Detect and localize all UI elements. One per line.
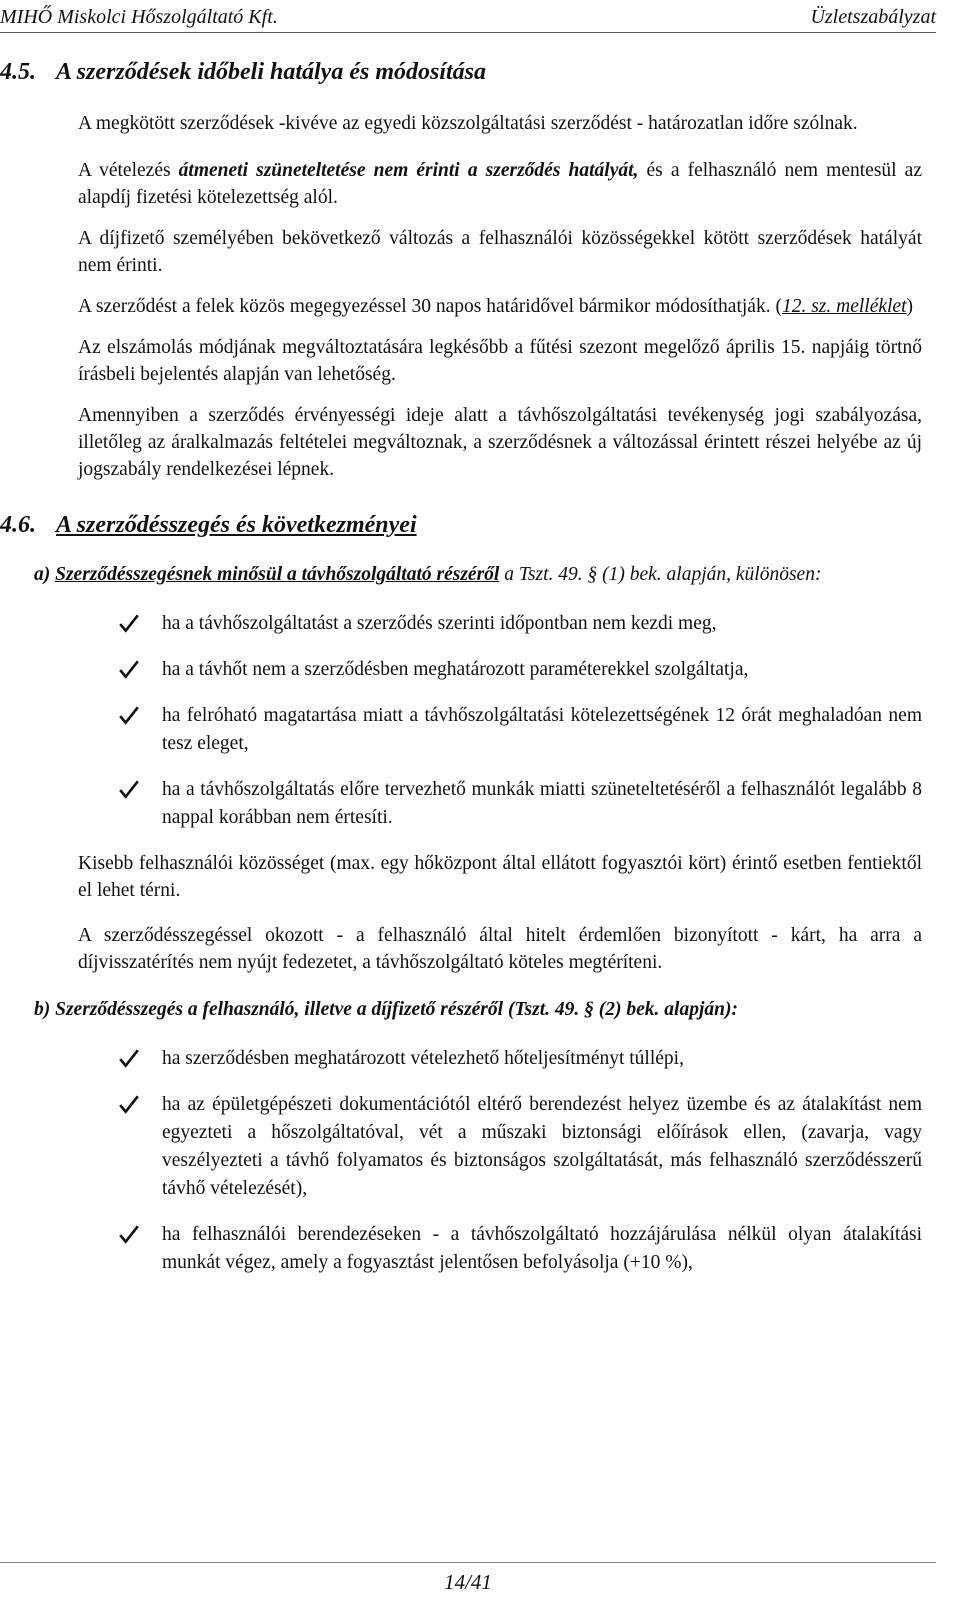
checkmark-icon [118, 612, 140, 634]
subsection-a-rest: a Tszt. 49. § (1) bek. alapján, különösen: [499, 564, 822, 585]
page-number: 14/41 [444, 1570, 492, 1594]
checkmark-icon [118, 778, 140, 800]
paragraph-regulation-change: Amennyiben a szerződés érvényességi ideje alatt a távhőszolgáltatási tevékenység jogi szabályozása, illetőleg az áralkalmazás feltételei megváltoznak, a szerződésnek a változással érintett részei helyébe az új jogszabály rendelkezései lépnek. [78, 405, 922, 480]
section-number: 4.6. [0, 512, 36, 538]
subsection-a: a) Szerződésszegésnek minősül a távhőszolgáltató részéről a Tszt. 49. § (1) bek. alapján, különösen: [34, 564, 822, 585]
paragraph-small-community: Kisebb felhasználói közösséget (max. egy hőközpont által ellátott fogyasztói kört) érintő esetben fentiektől el lehet térni. [78, 853, 922, 901]
paragraph-payer-change: A díjfizető személyében bekövetkező változás a felhasználói közösségekkel kötött szerződések hatályát nem érinti. [78, 228, 922, 276]
page-content [0, 56, 936, 1277]
paragraph-damages: A szerződésszegéssel okozott - a felhasználó által hitelt érdemlően bizonyított - kárt, ha arra a díjvisszatérítés nem nyújt fedezetet, a távhőszolgáltató köteles megtéríteni. [78, 925, 922, 973]
annex-reference: 12. sz. melléklet [781, 296, 907, 317]
list-item: ha felróható magatartása miatt a távhőszolgáltatási kötelezettségének 12 órát meghaladóan nem tesz eleget, [162, 702, 922, 758]
header-doc-title: Üzletszabályzat [810, 6, 936, 28]
paragraph-modification: A szerződést a felek közös megegyezéssel 30 napos határidővel bármikor módosíthatják. (12. sz. melléklet) [78, 296, 914, 317]
section-4-5-heading [0, 56, 936, 88]
consumer-breach-list [0, 1045, 936, 1277]
paragraph-billing-change: Az elszámolás módjának megváltoztatására legkésőbb a fűtési szezont megelőző április 15. napjáig törtnő írásbeli bejelentés alapján van lehetőség. [78, 337, 922, 385]
checkmark-icon [118, 1093, 140, 1115]
list-item: ha a távhőszolgáltatás előre tervezhető munkák miatti szüneteltetéséről a felhasználót legalább 8 nappal korábban nem értesíti. [162, 776, 922, 832]
checkmark-icon [118, 1047, 140, 1069]
list-item: ha a távhőt nem a szerződésben meghatározott paraméterekkel szolgáltatja, [162, 656, 922, 684]
footer-divider [0, 1562, 936, 1563]
checkmark-icon [118, 704, 140, 726]
checkmark-icon [118, 1223, 140, 1245]
header-company: MIHŐ Miskolci Hőszolgáltató Kft. [0, 6, 278, 28]
checkmark-icon [118, 658, 140, 680]
list-item: ha szerződésben meghatározott vételezhető hőteljesítményt túllépi, [162, 1045, 922, 1073]
section-title: A szerződések időbeli hatálya és módosítása [56, 59, 487, 85]
paragraph-duration: A megkötött szerződések -kivéve az egyedi közszolgáltatási szerződést - határozatlan időre szólnak. [78, 113, 858, 134]
page-header [0, 6, 936, 33]
provider-breach-list [0, 610, 936, 832]
list-item: ha a távhőszolgáltatást a szerződés szerinti időpontban nem kezdi meg, [162, 610, 922, 638]
section-title: A szerződésszegés és következményei [56, 512, 417, 538]
list-item: ha felhasználói berendezéseken - a távhőszolgáltató hozzájárulása nélkül olyan átalakítási munkát végez, amely a fogyasztást jelentősen befolyásolja (+10 %), [162, 1221, 922, 1277]
subsection-b: b) Szerződésszegés a felhasználó, illetve a díjfizető részéről (Tszt. 49. § (2) bek. alapján): [34, 999, 738, 1020]
section-number: 4.5. [0, 59, 36, 85]
page-footer [0, 1570, 936, 1595]
emphasis-suspension: átmeneti szüneteltetése nem érinti a szerződés hatályát, [178, 160, 639, 181]
subsection-b-title: Szerződésszegés a felhasználó, illetve a díjfizető részéről (Tszt. 49. § (2) bek. alapján): [55, 999, 738, 1020]
list-item: ha az épületgépészeti dokumentációtól eltérő berendezést helyez üzembe és az átalakítást nem egyezteti a hőszolgáltatóval, vét a műszaki biztonsági előírások ellen, (zavarja, vagy veszélyezteti a távhő folyamatos és biztonságos szolgáltatását, más felhasználó szerződésszerű távhő vételezését), [162, 1091, 922, 1203]
section-4-6-heading [0, 509, 936, 541]
subsection-a-title: Szerződésszegésnek minősül a távhőszolgáltató részéről [55, 564, 500, 585]
paragraph-suspension: A vételezés átmeneti szüneteltetése nem érinti a szerződés hatályát, és a felhasználó nem mentesül az alapdíj fizetési kötelezettség alól. [78, 160, 922, 208]
